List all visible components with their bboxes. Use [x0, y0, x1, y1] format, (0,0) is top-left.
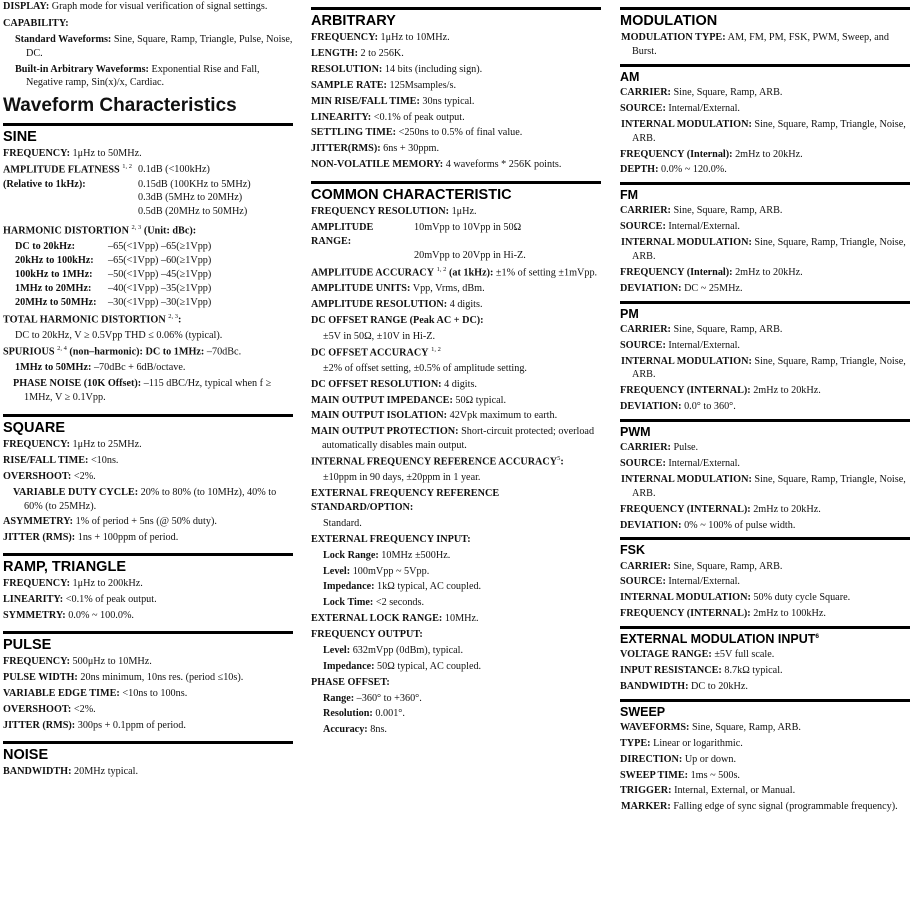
- list-item: SETTLING TIME: <250ns to 0.5% of final value.: [311, 127, 523, 139]
- display-spec: DISPLAY: Graph mode for visual verification of signal settings.: [3, 1, 268, 12]
- list-item: INTERNAL MODULATION: Sine, Square, Ramp, Triangle, Noise, ARB.: [621, 355, 906, 381]
- sine-frequency: FREQUENCY: 1μHz to 50MHz.: [3, 148, 142, 160]
- list-item: SWEEP TIME: 1ms ~ 500s.: [620, 769, 740, 781]
- list-item: Resolution: 0.001°.: [323, 708, 405, 720]
- list-item: Impedance: 1kΩ typical, AC coupled.: [323, 581, 482, 593]
- list-item: Lock Range: 10MHz ±500Hz.: [323, 549, 451, 561]
- list-item: PHASE OFFSET:: [311, 676, 390, 688]
- fsk-heading: FSK: [620, 537, 910, 557]
- pwm-specs: [620, 441, 910, 532]
- list-item: DEPTH: 0.0% ~ 120.0%.: [620, 164, 727, 176]
- list-item: VARIABLE DUTY CYCLE: 20% to 80% (to 10MHz), 40% to 60% (to 25MHz).: [13, 486, 277, 512]
- list-item: MIN RISE/FALL TIME: 30ns typical.: [311, 95, 475, 107]
- list-item: ASYMMETRY: 1% of period + 5ns (@ 50% duty).: [3, 516, 217, 528]
- external-modulation-heading: EXTERNAL MODULATION INPUT$^6$: [620, 626, 910, 646]
- list-item: Standard.: [323, 517, 362, 529]
- list-item: LINEARITY: <0.1% of peak output.: [3, 594, 157, 606]
- list-item: AMPLITUDE ACCURACY $^{1, 2}$ (at 1kHz): ±1% of setting ±1mVpp.: [311, 265, 598, 279]
- list-item: INTERNAL MODULATION: Sine, Square, Ramp, Triangle, Noise, ARB.: [621, 118, 906, 144]
- modulation-type: MODULATION TYPE: AM, FM, PM, FSK, PWM, Sweep, and Burst.: [621, 32, 889, 58]
- list-item: DEVIATION: 0.0° to 360°.: [620, 401, 736, 413]
- list-item: INTERNAL MODULATION: 50% duty cycle Square.: [620, 592, 851, 604]
- list-item: LENGTH: 2 to 256K.: [311, 48, 404, 60]
- fm-specs: [620, 204, 910, 295]
- table-row: 20kHz to 100kHz: –65(<1Vpp) –60(≥1Vpp): [15, 255, 212, 267]
- square-heading: SQUARE: [3, 414, 293, 436]
- list-item: WAVEFORMS: Sine, Square, Ramp, ARB.: [620, 721, 801, 733]
- list-item: FREQUENCY: 1μHz to 10MHz.: [311, 32, 450, 44]
- list-item: MAIN OUTPUT PROTECTION: Short-circuit protected; overload automatically disables main output.: [311, 426, 595, 452]
- list-item: BANDWIDTH: 20MHz typical.: [3, 765, 138, 777]
- list-item: DC OFFSET RANGE (Peak AC + DC):: [311, 314, 484, 326]
- list-item: Lock Time: <2 seconds.: [323, 597, 425, 609]
- builtin-waveforms: Built-in Arbitrary Waveforms: Exponential Rise and Fall, Negative ramp, Sin(x)/x, Cardiac.: [15, 63, 260, 89]
- list-item: INTERNAL FREQUENCY REFERENCE ACCURACY$^5$:: [311, 455, 564, 468]
- fsk-specs: [620, 560, 910, 622]
- list-item: SOURCE: Internal/External.: [620, 102, 740, 114]
- list-item: DEVIATION: DC ~ 25MHz.: [620, 282, 743, 294]
- list-item: SOURCE: Internal/External.: [620, 576, 740, 588]
- column-right: [620, 0, 910, 816]
- list-item: CARRIER: Sine, Square, Ramp, ARB.: [620, 87, 783, 99]
- common-specs: [311, 205, 601, 737]
- spurious-spec: SPURIOUS $^{2, 4}$ (non–harmonic): DC to 1MHz: –70dBc.: [3, 344, 242, 358]
- capability-label: CAPABILITY:: [3, 17, 69, 29]
- list-item: MAIN OUTPUT ISOLATION: 42Vpk maximum to earth.: [311, 410, 558, 422]
- modulation-heading: MODULATION: [620, 7, 910, 29]
- list-item: JITTER(RMS): 6ns + 30ppm.: [311, 143, 440, 155]
- list-item: INPUT RESISTANCE: 8.7kΩ typical.: [620, 665, 783, 677]
- common-heading: COMMON CHARACTERISTIC: [311, 181, 601, 203]
- square-specs: [3, 438, 293, 545]
- list-item: ±2% of offset setting, ±0.5% of amplitude setting.: [323, 362, 527, 374]
- list-item: MAIN OUTPUT IMPEDANCE: 50Ω typical.: [311, 394, 506, 406]
- list-item: SOURCE: Internal/External.: [620, 339, 740, 351]
- list-item: RESOLUTION: 14 bits (including sign).: [311, 63, 483, 75]
- list-item: FREQUENCY (INTERNAL): 2mHz to 20kHz.: [620, 385, 821, 397]
- harmonic-distortion-label: HARMONIC DISTORTION $^{2, 3}$ (Unit: dBc):: [3, 224, 197, 237]
- table-row: DC to 20kHz: –65(<1Vpp) –65(≥1Vpp): [15, 241, 212, 253]
- list-item: PULSE WIDTH: 20ns minimum, 10ns res. (period ≤10s).: [3, 672, 244, 684]
- ramp-heading: RAMP, TRIANGLE: [3, 553, 293, 575]
- list-item: Level: 100mVpp ~ 5Vpp.: [323, 565, 430, 577]
- pwm-heading: PWM: [620, 419, 910, 439]
- waveform-characteristics-title: Waveform Characteristics: [3, 95, 237, 117]
- am-heading: AM: [620, 64, 910, 84]
- standard-waveforms: Standard Waveforms: Sine, Square, Ramp, Triangle, Pulse, Noise, DC.: [15, 33, 293, 59]
- list-item: SOURCE: Internal/External.: [620, 221, 740, 233]
- list-item: Accuracy: 8ns.: [323, 724, 387, 736]
- list-item: CARRIER: Pulse.: [620, 442, 699, 454]
- column-middle: [311, 0, 601, 739]
- list-item: FREQUENCY (INTERNAL): 2mHz to 20kHz.: [620, 503, 821, 515]
- phase-offset: [311, 692, 601, 738]
- list-item: DEVIATION: 0% ~ 100% of pulse width.: [620, 519, 796, 531]
- frequency-output: [311, 644, 601, 674]
- sweep-specs: [620, 721, 910, 814]
- external-modulation-specs: [620, 648, 910, 694]
- list-item: OVERSHOOT: <2%.: [3, 703, 96, 715]
- list-item: SOURCE: Internal/External.: [620, 458, 740, 470]
- list-item: LINEARITY: <0.1% of peak output.: [311, 111, 465, 123]
- list-item: ±5V in 50Ω, ±10V in Hi-Z.: [323, 330, 436, 342]
- fm-heading: FM: [620, 182, 910, 202]
- list-item: FREQUENCY (Internal): 2mHz to 20kHz.: [620, 266, 803, 278]
- list-item: VOLTAGE RANGE: ±5V full scale.: [620, 649, 775, 661]
- list-item: TRIGGER: Internal, External, or Manual.: [620, 785, 796, 797]
- list-item: JITTER (RMS): 1ns + 100ppm of period.: [3, 532, 179, 544]
- spurious-spec-2: 1MHz to 50MHz: –70dBc + 6dB/octave.: [15, 362, 186, 374]
- list-item: FREQUENCY: 1μHz to 25MHz.: [3, 439, 142, 451]
- list-item: FREQUENCY: 1μHz to 200kHz.: [3, 578, 143, 590]
- list-item: OVERSHOOT: <2%.: [3, 470, 96, 482]
- list-item: DIRECTION: Up or down.: [620, 753, 737, 765]
- list-item: FREQUENCY (Internal): 2mHz to 20kHz.: [620, 148, 803, 160]
- pm-heading: PM: [620, 301, 910, 321]
- list-item: SAMPLE RATE: 125Msamples/s.: [311, 79, 457, 91]
- sweep-heading: SWEEP: [620, 699, 910, 719]
- amplitude-flatness: AMPLITUDE FLATNESS $^{1, 2}$ 0.1dB (<100kHz) (Relative to 1kHz): 0.15dB (100KHz to 5MHz) 0.3dB (5MHz to 20MHz) 0.5dB (20MHz to 50MHz): [3, 163, 251, 218]
- list-item: Level: 632mVpp (0dBm), typical.: [323, 644, 464, 656]
- pulse-specs: [3, 655, 293, 732]
- list-item: VARIABLE EDGE TIME: <10ns to 100ns.: [3, 687, 188, 699]
- thd-label: TOTAL HARMONIC DISTORTION $^{2, 3}$:: [3, 312, 182, 326]
- table-row: 1MHz to 20MHz: –40(<1Vpp) –35(≥1Vpp): [15, 283, 212, 295]
- list-item: TYPE: Linear or logarithmic.: [620, 737, 743, 749]
- noise-heading: NOISE: [3, 741, 293, 763]
- list-item: DC OFFSET RESOLUTION: 4 digits.: [311, 378, 477, 390]
- list-item: CARRIER: Sine, Square, Ramp, ARB.: [620, 205, 783, 217]
- list-item: INTERNAL MODULATION: Sine, Square, Ramp, Triangle, Noise, ARB.: [621, 473, 906, 499]
- list-item: EXTERNAL FREQUENCY INPUT:: [311, 533, 471, 545]
- pm-specs: [620, 323, 910, 414]
- list-item: FREQUENCY OUTPUT:: [311, 629, 423, 641]
- list-item: FREQUENCY RESOLUTION: 1μHz.: [311, 206, 477, 218]
- ramp-specs: [3, 577, 293, 623]
- am-specs: [620, 86, 910, 177]
- external-frequency-input: [311, 549, 601, 611]
- list-item: CARRIER: Sine, Square, Ramp, ARB.: [620, 560, 783, 572]
- list-item: ±10ppm in 90 days, ±20ppm in 1 year.: [323, 472, 481, 484]
- list-item: AMPLITUDE RESOLUTION: 4 digits.: [311, 298, 483, 310]
- thd-text: DC to 20kHz, V ≥ 0.5Vpp THD ≤ 0.06% (typical).: [15, 330, 223, 342]
- list-item: FREQUENCY (INTERNAL): 2mHz to 100kHz.: [620, 608, 826, 620]
- list-item: CARRIER: Sine, Square, Ramp, ARB.: [620, 323, 783, 335]
- sine-heading: SINE: [3, 123, 293, 145]
- column-left: [3, 0, 293, 781]
- list-item: RISE/FALL TIME: <10ns.: [3, 454, 119, 466]
- list-item: JITTER (RMS): 300ps + 0.1ppm of period.: [3, 719, 186, 731]
- list-item: EXTERNAL LOCK RANGE: 10MHz.: [311, 613, 479, 625]
- list-item: DC OFFSET ACCURACY $^{1, 2}$: [311, 345, 441, 358]
- list-item: EXTERNAL FREQUENCY REFERENCE STANDARD/OPTION:: [311, 488, 500, 514]
- table-row: 20MHz to 50MHz: –30(<1Vpp) –30(≥1Vpp): [15, 296, 212, 308]
- phase-noise: PHASE NOISE (10K Offset): –115 dBC/Hz, typical when f ≥ 1MHz, V ≥ 0.1Vpp.: [13, 378, 272, 403]
- list-item: SYMMETRY: 0.0% ~ 100.0%.: [3, 610, 134, 622]
- list-item: Range: –360° to +360°.: [323, 692, 422, 704]
- list-item: Impedance: 50Ω typical, AC coupled.: [323, 660, 482, 672]
- harmonic-distortion-table: [15, 240, 211, 309]
- table-row: 100kHz to 1MHz: –50(<1Vpp) –45(≥1Vpp): [15, 269, 212, 281]
- arbitrary-specs: [311, 31, 601, 172]
- amplitude-range: AMPLITUDE RANGE: 10mVpp to 10Vpp in 50Ω 20mVpp to 20Vpp in Hi-Z.: [311, 222, 526, 261]
- list-item: AMPLITUDE UNITS: Vpp, Vrms, dBm.: [311, 283, 485, 295]
- list-item: INTERNAL MODULATION: Sine, Square, Ramp, Triangle, Noise, ARB.: [621, 237, 906, 263]
- pulse-heading: PULSE: [3, 631, 293, 653]
- list-item: NON-VOLATILE MEMORY: 4 waveforms * 256K points.: [311, 159, 562, 171]
- arbitrary-heading: ARBITRARY: [311, 7, 601, 29]
- list-item: BANDWIDTH: DC to 20kHz.: [620, 680, 748, 692]
- list-item: MARKER: Falling edge of sync signal (programmable frequency).: [621, 801, 898, 813]
- list-item: FREQUENCY: 500μHz to 10MHz.: [3, 656, 152, 668]
